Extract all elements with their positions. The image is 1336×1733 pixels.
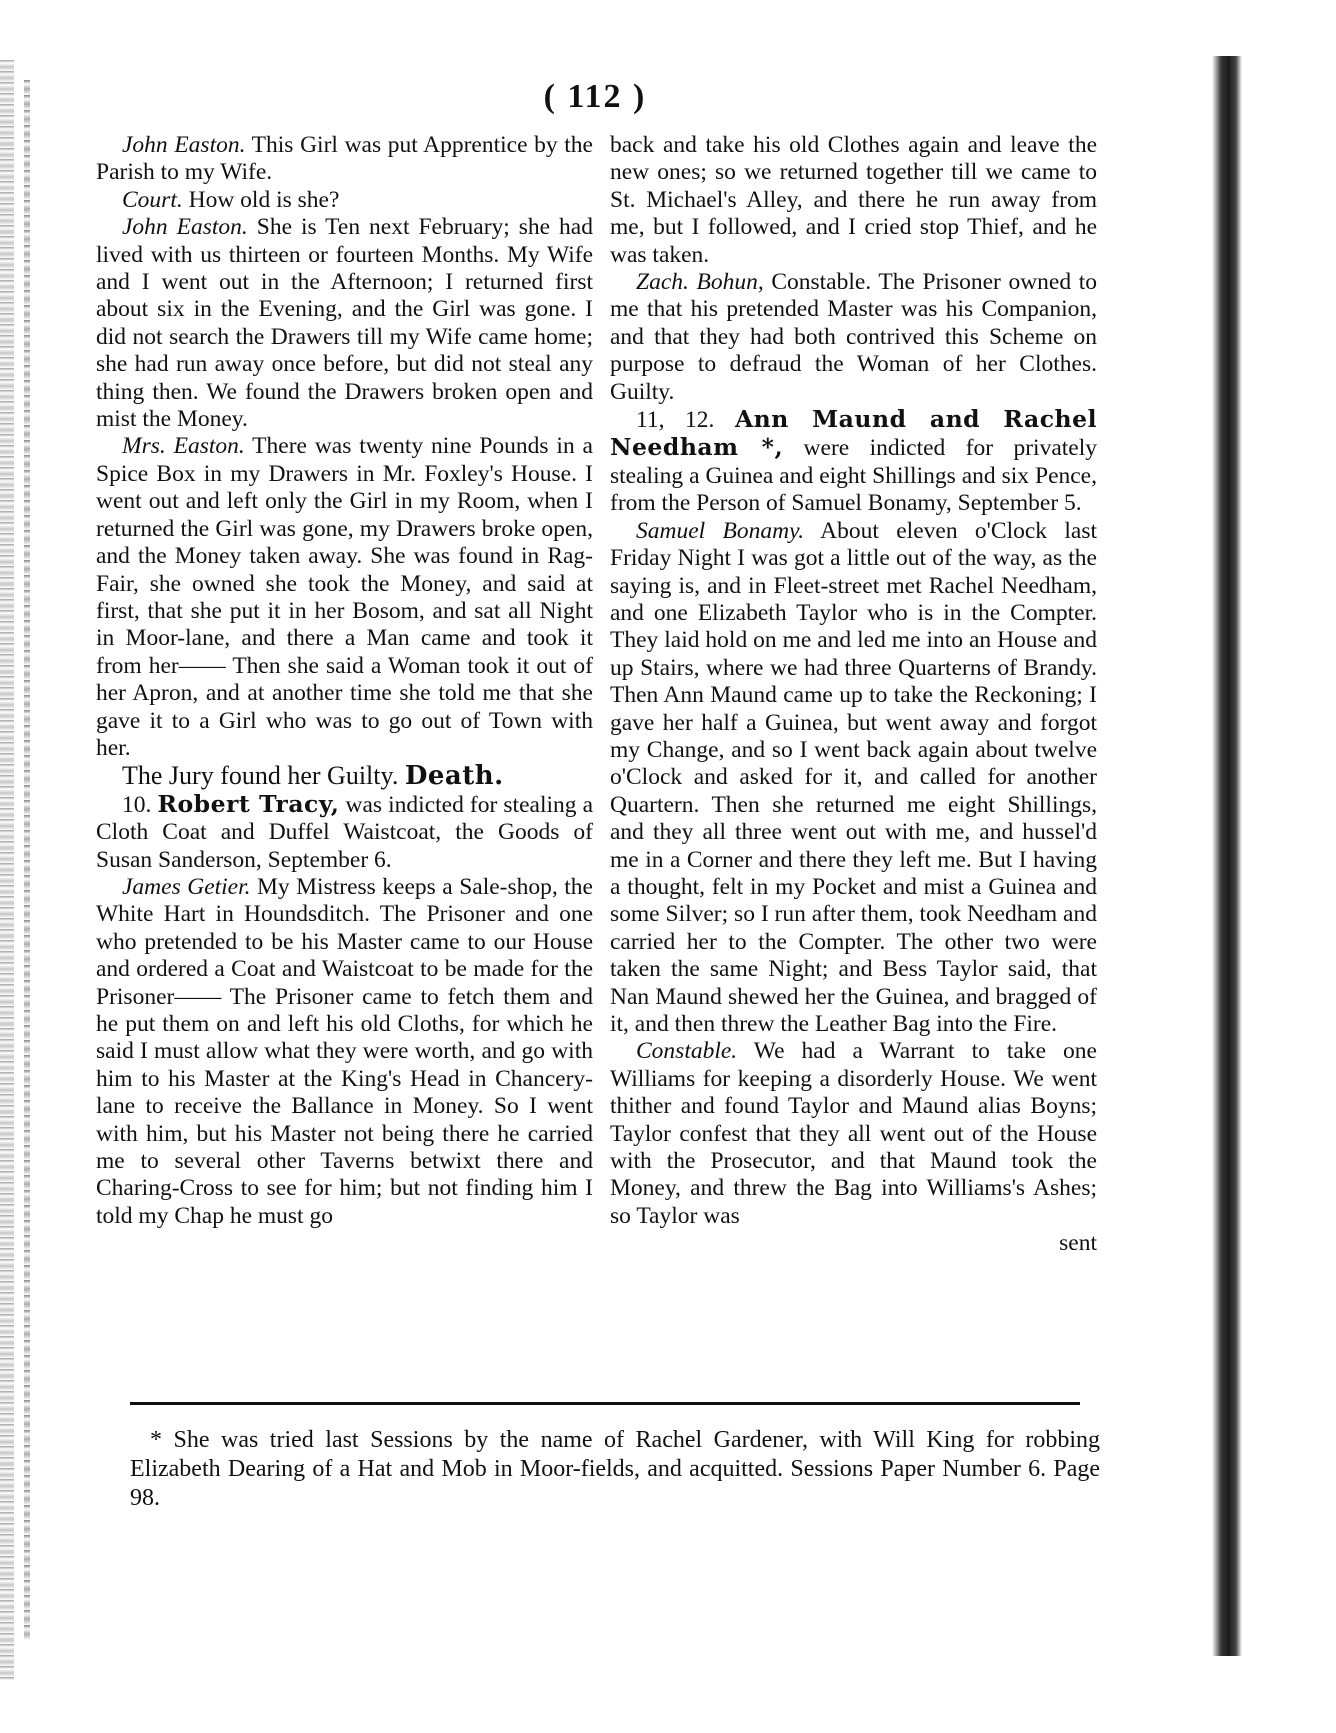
speaker: John Easton. <box>122 214 248 241</box>
scan-edge-artifact <box>24 80 30 1640</box>
testimony-text: About eleven o'Clock last Friday Night I was got a little out of the way, as the saying is, and in Fleet-street met Rachel Needham, and one Elizabeth Taylor who is in the Compter. They laid hold on me and led me into an House and up Stairs, where we had three Quarterns of Brandy. Then Ann Maund came up to take the Reckoning; I gave her half a Guinea, but went away and forgot my Change, and so I went back again about twelve o'Clock and asked for it, and called for another Quartern. Then she returned me eight Shillings, and they all three went out with me, and hussel'd me in a Corner and there they left me. But I having a thought, felt in my Pocket and mist a Guinea and some Silver; so I run after them, took Needham and carried her to the Compter. The other two were taken the same Night; and Bess Taylor said, that Nan Maund shewed her the Guinea, and bragged of it, and then threw the Leather Bag into the Fire. <box>610 517 1097 1037</box>
testimony-paragraph <box>610 1038 1097 1230</box>
page-number: ( 112 ) <box>543 78 647 115</box>
indictment-text: was indicted for stealing a Cloth Coat and Duffel Waistcoat, the Goods of Susan Sanderson, September 6. <box>96 791 594 873</box>
case-number: 11, 12. <box>636 407 715 434</box>
speaker: Samuel Bonamy. <box>636 517 805 544</box>
testimony-text: How old is she? <box>182 186 340 213</box>
case-heading <box>96 791 593 874</box>
left-column <box>96 132 593 1230</box>
testimony-text: This Girl was put Apprentice by the Parish to my Wife. <box>96 132 593 186</box>
testimony-paragraph <box>96 874 593 1230</box>
footnote: * She was tried last Sessions by the name of Rachel Gardener, with Will King for robbing Elizabeth Dearing of a Hat and Mob in Moor-fields, and acquitted. Sessions Paper Number 6. Page 98. <box>130 1427 1100 1511</box>
right-column <box>610 132 1097 1258</box>
verdict-line <box>96 762 593 790</box>
verdict-text: The Jury found her Guilty. <box>122 761 399 791</box>
speaker: Mrs. Easton. <box>122 433 245 460</box>
speaker: John Easton. <box>122 132 246 158</box>
case-heading <box>610 406 1097 518</box>
testimony-paragraph <box>610 269 1097 406</box>
speaker: Zach. Bohun, <box>636 269 764 296</box>
scan-edge-artifact <box>0 60 14 1680</box>
testimony-paragraph <box>610 518 1097 1039</box>
testimony-paragraph <box>96 433 593 762</box>
defendant-name: Ann Maund and Rachel Needham *, <box>610 405 1097 462</box>
continued-paragraph: back and take his old Clothes again and leave the new ones; so we returned together till we came to St. Michael's Alley, and there he run away from me, but I followed, and I cried stop Thief, and he was taken. <box>610 132 1097 268</box>
defendant-name: Robert Tracy, <box>157 789 340 818</box>
testimony-text: Constable. The Prisoner owned to me that his pretended Master was his Companion, and that they had both contrived this Scheme on purpose to defraud the Woman of her Clothes. Guilty. <box>610 269 1097 405</box>
testimony-text: She is Ten next February; she had lived with us thirteen or fourteen Months. My Wife and I went out in the Afternoon; I returned first about six in the Evening, and the Girl was gone. I did not search the Drawers till my Wife came home; she had run away once before, but did not steal any thing then. We found the Drawers broken open and mist the Money. <box>96 214 593 433</box>
indictment-text: were indicted for privately stealing a Guinea and eight Shillings and six Pence, from the Person of Samuel Bonamy, September 5. <box>610 435 1098 517</box>
testimony-paragraph <box>96 214 593 433</box>
testimony-text: We had a Warrant to take one Williams for keeping a disorderly House. We went thither and found Taylor and Maund alias Boyns; Taylor confest that they all went out of the House with the Prosecutor, and that Maund took the Money, and threw the Bag into Williams's Ashes; so Taylor was <box>610 1038 1097 1229</box>
testimony-text: My Mistress keeps a Sale-shop, the White Hart in Houndsditch. The Prisoner and one who pretended to be his Master came to our House and ordered a Coat and Waistcoat to be made for the Prisoner—— The Prisoner came to fetch them and he put them on and left his old Cloths, for which he said I must allow what they were worth, and go with him to his Master at the King's Head in Chancery-lane to receive the Ballance in Money. So I went with him, but his Master not being there he carried me to several other Taverns betwixt there and Charing-Cross to see for him; but not finding him I told my Chap he must go <box>96 873 593 1229</box>
book-spine-shadow <box>1212 56 1242 1656</box>
speaker: Constable. <box>636 1038 738 1065</box>
speaker: Court. <box>122 186 183 213</box>
catchword: sent <box>1059 1230 1097 1257</box>
testimony-paragraph <box>96 132 593 187</box>
testimony-text: There was twenty nine Pounds in a Spice Box in my Drawers in Mr. Foxley's House. I went out and left only the Girl in my Room, when I returned the Girl was gone, my Drawers broke open, and the Money taken away. She was found in Rag-Fair, she owned she took the Money, and said at first, that she put it in her Bosom, and sat all Night in Moor-lane, and there a Man came and took it from her—— Then she said a Woman took it out of her Apron, and at another time she told me that she gave it to a Girl who was to go out of Town with her. <box>96 433 593 761</box>
speaker: James Getier. <box>122 873 251 900</box>
sentence: Death. <box>404 761 504 792</box>
testimony-paragraph <box>96 187 593 214</box>
footnote-rule <box>130 1402 1080 1405</box>
case-number: 10. <box>122 791 152 818</box>
